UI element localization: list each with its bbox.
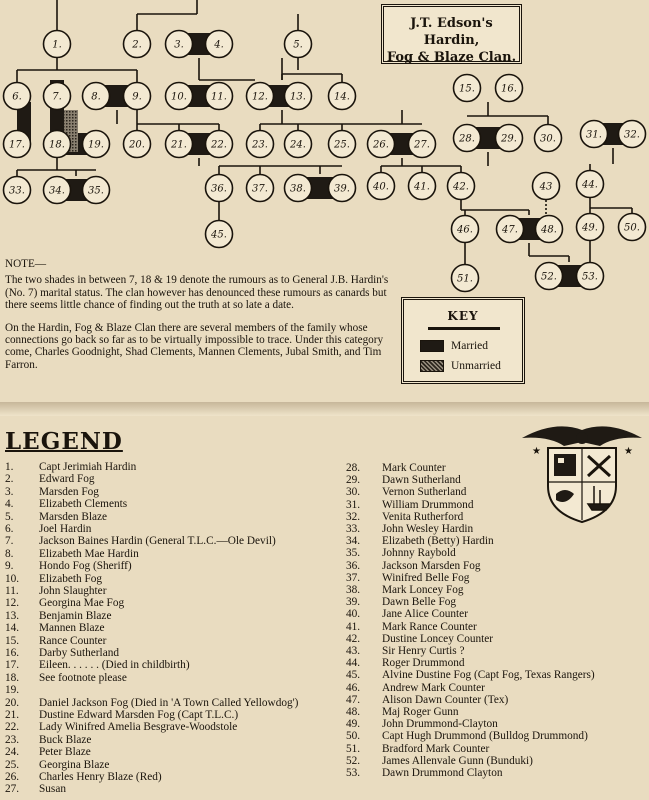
svg-text:★: ★ — [532, 446, 541, 457]
tree-node-label: 46. — [457, 224, 473, 236]
tree-node — [409, 131, 436, 158]
tree-node — [83, 131, 110, 158]
legend-item-number: 39. — [346, 596, 361, 609]
tree-node — [206, 175, 233, 202]
tree-node — [448, 173, 475, 200]
tree-node — [124, 31, 151, 58]
legend-item-name: Winifred Belle Fog — [382, 571, 470, 584]
legend-item-number: 47. — [346, 693, 361, 706]
legend-item-number: 7. — [5, 535, 14, 548]
legend-item-name: Mark Rance Counter — [382, 620, 477, 633]
legend-item-number: 23. — [5, 733, 20, 746]
tree-node-label: 23. — [252, 139, 268, 151]
tree-node — [44, 31, 71, 58]
legend-item-number: 49. — [346, 718, 361, 731]
legend-item-name: Alison Dawn Counter (Tex) — [382, 693, 509, 706]
tree-node-label: 5. — [293, 39, 303, 51]
legend-item-number: 32. — [346, 510, 361, 523]
tree-node — [329, 83, 356, 110]
legend-item-name: John Wesley Hardin — [382, 523, 474, 535]
legend-item-name: William Drummond — [382, 498, 474, 511]
tree-node — [4, 177, 31, 204]
legend-item-number: 36. — [346, 559, 361, 572]
tree-node — [454, 125, 481, 152]
tree-node-label: 1. — [52, 39, 62, 51]
tree-node-label: 45. — [211, 229, 227, 241]
note-section — [5, 258, 393, 381]
tree-node-label: 43 — [539, 181, 553, 193]
tree-node — [368, 131, 395, 158]
family-tree-diagram — [0, 0, 649, 300]
legend-item-number: 33. — [346, 523, 361, 535]
legend-item-name: Elizabeth Clements — [39, 498, 128, 511]
legend-item-number: 13. — [5, 609, 20, 622]
tree-node — [536, 216, 563, 243]
legend-item-number: 22. — [5, 721, 20, 734]
legend-item-number: 6. — [5, 523, 14, 535]
legend-item-name: Dawn Drummond Clayton — [382, 767, 503, 779]
tree-node-label: 30. — [540, 133, 556, 145]
legend-item-name: Roger Drummond — [382, 657, 465, 670]
legend-item-name: Edward Fog — [39, 473, 95, 486]
legend-item-name: John Slaughter — [39, 585, 107, 597]
legend-item-number: 53. — [346, 767, 361, 779]
legend-item-number: 37. — [346, 571, 361, 584]
tree-node — [577, 263, 604, 290]
tree-node-label: 14. — [334, 91, 350, 103]
tree-node — [454, 75, 481, 102]
tree-node — [496, 125, 523, 152]
tree-node — [285, 131, 312, 158]
family-crest-icon — [520, 416, 645, 526]
tree-node-label: 32. — [624, 129, 640, 141]
note-heading: NOTE— — [5, 258, 47, 270]
legend-item-number: 29. — [346, 474, 361, 487]
tree-node-label: 4. — [214, 39, 224, 51]
legend-item-number: 52. — [346, 754, 361, 767]
legend-item-number: 17. — [5, 659, 20, 672]
legend-item-name: Capt Jerimiah Hardin — [39, 461, 137, 473]
tree-node — [124, 83, 151, 110]
note-paragraph-1: The two shades in between 7, 18 & 19 denote the rumours as to General J.B. Hardin's (No. 7) marital status. The clan however has denounced these rumours as canards but there seems little chance of finding out the truth at so late a date. — [5, 274, 389, 312]
legend-item-name: Bradford Mark Counter — [382, 742, 490, 755]
legend-item-name: See footnote please — [39, 671, 127, 684]
legend-item-name: Elizabeth (Betty) Hardin — [382, 535, 494, 548]
tree-node-label: 52. — [541, 271, 557, 283]
legend-item-name: John Drummond-Clayton — [382, 718, 498, 731]
tree-node-label: 44. — [582, 179, 598, 191]
tree-node — [206, 83, 233, 110]
legend-item-number: 38. — [346, 584, 361, 596]
legend-item-name: Hondo Fog (Sheriff) — [39, 560, 132, 573]
legend-item-number: 5. — [5, 510, 14, 523]
tree-node — [452, 216, 479, 243]
tree-node-label: 35. — [88, 185, 104, 197]
legend-item-number: 16. — [5, 647, 20, 659]
tree-node-label: 7. — [52, 91, 62, 103]
tree-node-label: 40. — [373, 181, 389, 193]
tree-node-label: 2. — [132, 39, 142, 51]
tree-node-label: 53. — [582, 271, 598, 283]
tree-node — [166, 31, 193, 58]
tree-node — [166, 83, 193, 110]
tree-node — [619, 121, 646, 148]
legend-item-number: 51. — [346, 742, 361, 755]
key-married-label: Married — [451, 340, 489, 352]
tree-node — [285, 175, 312, 202]
legend-item-number: 21. — [5, 709, 20, 721]
tree-node — [533, 173, 560, 200]
tree-node-label: 19. — [88, 139, 104, 151]
tree-node-label: 12. — [252, 91, 268, 103]
tree-node-label: 34. — [49, 185, 65, 197]
tree-node-label: 38. — [290, 183, 306, 195]
legend-item-number: 15. — [5, 634, 20, 647]
chart-title-box — [381, 4, 522, 64]
tree-node — [206, 221, 233, 248]
legend-item-number: 48. — [346, 706, 361, 718]
tree-node — [44, 83, 71, 110]
legend-item-number: 40. — [346, 608, 361, 621]
tree-node — [577, 214, 604, 241]
tree-node-label: 27. — [414, 139, 430, 151]
tree-node-label: 13. — [290, 91, 306, 103]
tree-node-label: 18. — [49, 139, 65, 151]
legend-item-number: 34. — [346, 535, 361, 548]
legend-item-name: Mannen Blaze — [39, 622, 105, 635]
legend-item-number: 31. — [346, 498, 361, 511]
legend-item-name: Dawn Sutherland — [382, 474, 461, 487]
tree-node — [452, 265, 479, 292]
legend-item-name: James Allenvale Gunn (Bunduki) — [382, 754, 533, 767]
tree-node-label: 28. — [459, 133, 475, 145]
tree-node-label: 47. — [502, 224, 518, 236]
tree-node — [619, 214, 646, 241]
tree-node-label: 16. — [501, 83, 517, 95]
legend-item-number: 11. — [5, 585, 19, 597]
tree-node — [83, 83, 110, 110]
tree-node — [247, 83, 274, 110]
tree-node-label: 8. — [91, 91, 101, 103]
tree-node-label: 33. — [9, 185, 25, 197]
legend-item-number: 18. — [5, 671, 20, 684]
tree-node-label: 6. — [12, 91, 22, 103]
legend-item-name: Benjamin Blaze — [39, 609, 112, 622]
legend-item-name: Venita Rutherford — [382, 510, 464, 523]
key-box — [401, 297, 525, 384]
tree-node — [536, 263, 563, 290]
legend-item-name: Peter Blaze — [39, 746, 91, 759]
tree-node-label: 39. — [334, 183, 350, 195]
legend-item-name: Susan — [39, 783, 66, 796]
legend-item-number: 26. — [5, 771, 20, 783]
tree-node — [497, 216, 524, 243]
legend-item-number: 8. — [5, 547, 14, 560]
tree-node-label: 9. — [132, 91, 142, 103]
tree-node — [206, 131, 233, 158]
tree-node — [285, 83, 312, 110]
legend-item-number: 10. — [5, 572, 20, 585]
legend-item-number: 24. — [5, 746, 20, 759]
tree-node — [409, 173, 436, 200]
tree-node-label: 25. — [334, 139, 350, 151]
tree-node-label: 31. — [586, 129, 602, 141]
legend-item-name: Georgina Mae Fog — [39, 597, 125, 610]
title-line-2: Fog & Blaze Clan. — [386, 50, 517, 65]
legend-item-number: 50. — [346, 730, 361, 743]
legend-item-name: Marsden Blaze — [39, 510, 108, 523]
married-swatch — [420, 340, 444, 352]
legend-item-name: Buck Blaze — [39, 733, 92, 746]
legend-item-name: Darby Sutherland — [39, 647, 119, 659]
legend-item-name: Dustine Loncey Counter — [382, 632, 494, 645]
legend-item-number: 12. — [5, 597, 20, 610]
title-line-1: J.T. Edson's Hardin, — [410, 16, 493, 48]
legend-item-name: Jackson Baines Hardin (General T.L.C.—Ole Devil) — [39, 535, 276, 548]
legend-item-name: Dawn Belle Fog — [382, 596, 457, 609]
tree-node — [247, 131, 274, 158]
legend-item-name: Charles Henry Blaze (Red) — [39, 771, 162, 783]
tree-node-label: 15. — [459, 83, 475, 95]
tree-node — [4, 83, 31, 110]
legend-item-name: Jackson Marsden Fog — [382, 559, 481, 572]
legend-item-name: Eileen. . . . . . (Died in childbirth) — [39, 659, 190, 672]
tree-node-label: 42. — [453, 181, 469, 193]
legend-item-number: 42. — [346, 632, 361, 645]
tree-node-label: 20. — [129, 139, 145, 151]
tree-node — [166, 131, 193, 158]
tree-node-label: 36. — [211, 183, 227, 195]
legend-item-name: Marsden Fog — [39, 485, 99, 498]
legend-item-number: 28. — [346, 462, 361, 474]
legend-item-name: Mark Loncey Fog — [382, 584, 464, 596]
legend-item-name: Daniel Jackson Fog (Died in 'A Town Called Yellowdog') — [39, 696, 299, 709]
legend-item-name: Elizabeth Mae Hardin — [39, 547, 139, 560]
tree-node-label: 10. — [171, 91, 187, 103]
legend-item-name: Rance Counter — [39, 634, 107, 647]
tree-node-label: 41. — [414, 181, 430, 193]
legend-item-number: 25. — [5, 758, 20, 771]
legend-item-name: Mark Counter — [382, 462, 446, 474]
key-unmarried-row — [420, 360, 501, 372]
legend-title: LEGEND — [5, 428, 123, 455]
tree-node-label: 24. — [290, 139, 306, 151]
tree-node — [44, 131, 71, 158]
legend-item-number: 3. — [5, 485, 14, 498]
tree-node — [206, 31, 233, 58]
tree-node — [368, 173, 395, 200]
legend-item-name: Georgina Blaze — [39, 758, 110, 771]
legend-item-name: Jane Alice Counter — [382, 608, 468, 621]
tree-node — [83, 177, 110, 204]
tree-node-label: 48. — [541, 224, 557, 236]
tree-node-label: 3. — [174, 39, 184, 51]
tree-node-label: 17. — [9, 139, 25, 151]
tree-node-label: 49. — [582, 222, 598, 234]
legend-item-name: Maj Roger Gunn — [382, 706, 459, 718]
note-paragraph-2: On the Hardin, Fog & Blaze Clan there are several members of the family whose connections go back so far as to be virtually impossible to trace. Under this category come, Charles Goodnight, Shad Clements, Mannen Clements, Jubal Smith, and Tim Farron. — [5, 321, 384, 371]
key-title: KEY — [447, 309, 479, 323]
legend-item-number: 35. — [346, 547, 361, 560]
tree-node — [247, 175, 274, 202]
legend-item-number: 1. — [5, 461, 14, 473]
tree-node — [496, 75, 523, 102]
tree-node — [285, 31, 312, 58]
tree-node-label: 11. — [211, 91, 227, 103]
legend-item-name: Joel Hardin — [39, 523, 92, 535]
tree-node — [581, 121, 608, 148]
legend-item-number: 20. — [5, 696, 20, 709]
legend-item-number: 2. — [5, 473, 14, 486]
legend-item-name: Lady Winifred Amelia Besgrave-Woodstole — [39, 721, 238, 734]
legend-item-number: 44. — [346, 657, 361, 670]
legend-item-number: 4. — [5, 498, 14, 511]
unmarried-swatch — [420, 360, 444, 372]
tree-node — [577, 171, 604, 198]
legend-item-name: Sir Henry Curtis ? — [382, 645, 465, 657]
tree-node-label: 50. — [624, 222, 640, 234]
tree-node — [44, 177, 71, 204]
legend-item-name: Alvine Dustine Fog (Capt Fog, Texas Rangers) — [382, 669, 595, 682]
legend-item-number: 27. — [5, 783, 20, 796]
tree-node-label: 37. — [252, 183, 268, 195]
legend-item-number: 30. — [346, 486, 361, 499]
tree-node-label: 22. — [211, 139, 227, 151]
legend-item-number: 19. — [5, 684, 20, 697]
legend-item-number: 14. — [5, 622, 20, 635]
legend-item-name: Johnny Raybold — [382, 547, 456, 560]
tree-node — [329, 175, 356, 202]
tree-node — [535, 125, 562, 152]
legend-item-number: 45. — [346, 669, 361, 682]
legend-item-name: Dustine Edward Marsden Fog (Capt T.L.C.) — [39, 709, 239, 721]
legend-item-name: Andrew Mark Counter — [382, 681, 485, 694]
key-unmarried-label: Unmarried — [451, 360, 501, 372]
tree-node-label: 26. — [373, 139, 389, 151]
legend-item-name: Elizabeth Fog — [39, 572, 103, 585]
legend-item-number: 41. — [346, 620, 361, 633]
tree-node — [124, 131, 151, 158]
svg-text:★: ★ — [624, 446, 633, 457]
legend-item-name: Capt Hugh Drummond (Bulldog Drummond) — [382, 730, 588, 743]
page-fold — [0, 402, 649, 416]
tree-node-label: 29. — [501, 133, 517, 145]
legend-item-number: 9. — [5, 560, 14, 573]
legend-item-name: Vernon Sutherland — [382, 486, 467, 499]
legend-item-number: 46. — [346, 681, 361, 694]
tree-node-label: 51. — [457, 273, 473, 285]
tree-node — [4, 131, 31, 158]
legend-item-number: 43. — [346, 645, 361, 657]
tree-node-label: 21. — [171, 139, 187, 151]
tree-node — [329, 131, 356, 158]
key-married-row — [420, 340, 488, 352]
